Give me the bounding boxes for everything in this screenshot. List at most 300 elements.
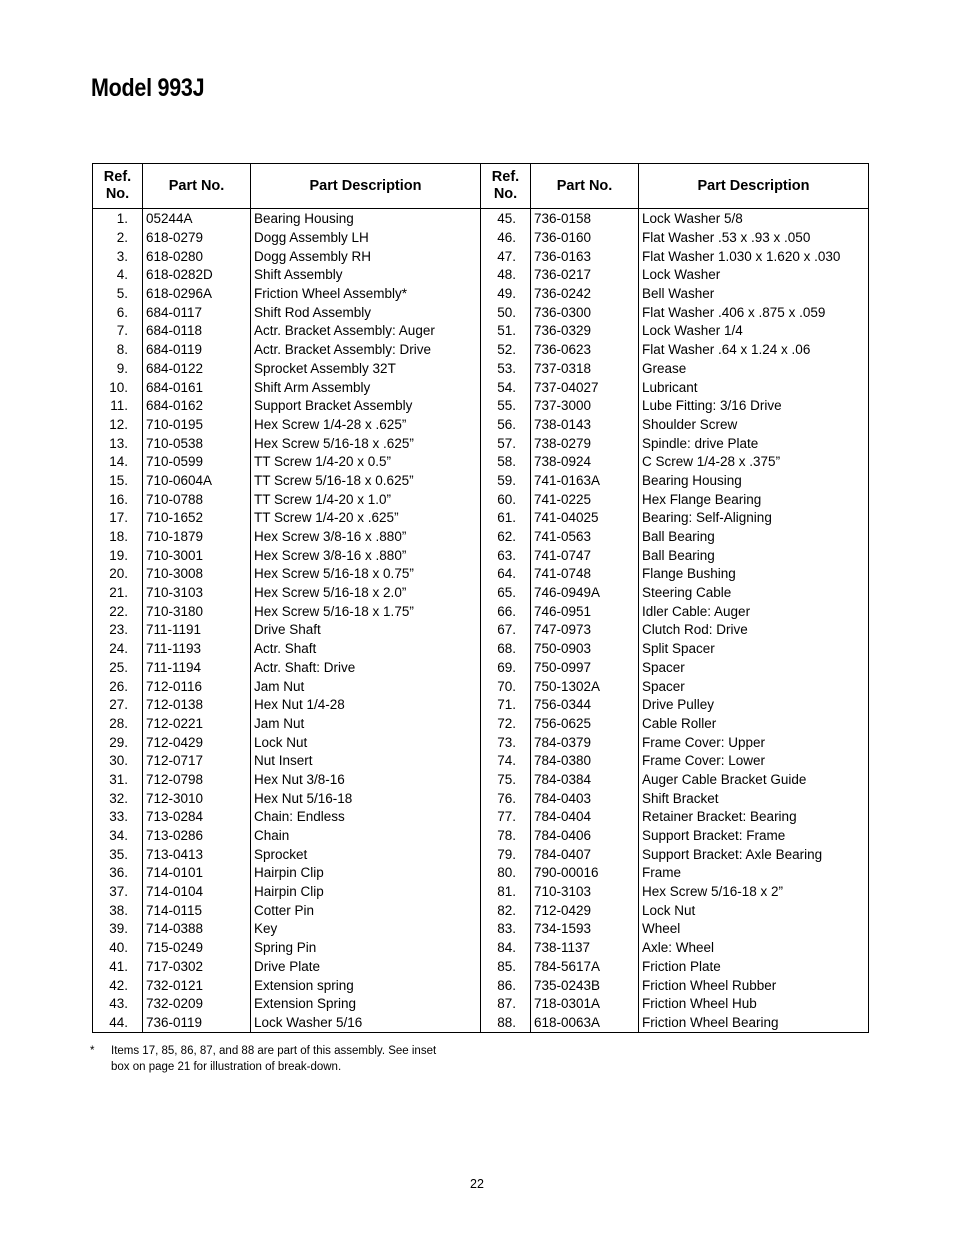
table-row (93, 621, 481, 640)
part-description-cell: Jam Nut (251, 677, 481, 696)
header-part-description: Part Description (639, 164, 869, 209)
part-no-cell: 738-0143 (531, 416, 639, 435)
part-no-cell: 736-0163 (531, 247, 639, 266)
table-row (481, 995, 869, 1014)
ref-no-cell: 10. (93, 378, 143, 397)
part-description-cell: Cable Roller (639, 715, 869, 734)
part-description-cell: TT Screw 1/4-20 x 0.5” (251, 453, 481, 472)
part-description-cell: Jam Nut (251, 715, 481, 734)
part-description-cell: TT Screw 5/16-18 x 0.625” (251, 472, 481, 491)
ref-no-cell: 86. (481, 976, 531, 995)
part-no-cell: 736-0158 (531, 209, 639, 229)
part-description-cell: Drive Pulley (639, 696, 869, 715)
ref-no-cell: 25. (93, 659, 143, 678)
part-no-cell: 741-04025 (531, 509, 639, 528)
part-no-cell: 713-0286 (143, 827, 251, 846)
table-row (481, 696, 869, 715)
table-row (481, 341, 869, 360)
part-no-cell: 712-0221 (143, 715, 251, 734)
table-row (481, 397, 869, 416)
part-no-cell: 714-0388 (143, 920, 251, 939)
table-row (93, 602, 481, 621)
table-row (93, 509, 481, 528)
part-description-cell: Cotter Pin (251, 901, 481, 920)
part-no-cell: 741-0225 (531, 490, 639, 509)
ref-no-cell: 9. (93, 360, 143, 379)
part-description-cell: Clutch Rod: Drive (639, 621, 869, 640)
part-no-cell: 712-0717 (143, 752, 251, 771)
table-row (93, 958, 481, 977)
ref-no-cell: 24. (93, 640, 143, 659)
part-no-cell: 746-0949A (531, 584, 639, 603)
part-description-cell: Flat Washer .406 x .875 x .059 (639, 303, 869, 322)
part-description-cell: Shift Rod Assembly (251, 303, 481, 322)
table-row (93, 303, 481, 322)
table-row (93, 565, 481, 584)
part-description-cell: Split Spacer (639, 640, 869, 659)
part-description-cell: Bearing Housing (639, 472, 869, 491)
part-no-cell: 684-0118 (143, 322, 251, 341)
table-row (93, 490, 481, 509)
part-description-cell: Chain (251, 827, 481, 846)
ref-no-cell: 73. (481, 733, 531, 752)
ref-no-cell: 56. (481, 416, 531, 435)
part-no-cell: 711-1191 (143, 621, 251, 640)
table-row (481, 453, 869, 472)
table-row (481, 266, 869, 285)
ref-no-cell: 75. (481, 771, 531, 790)
ref-no-cell: 41. (93, 958, 143, 977)
part-no-cell: 710-1652 (143, 509, 251, 528)
ref-no-cell: 17. (93, 509, 143, 528)
ref-no-cell: 54. (481, 378, 531, 397)
part-no-cell: 784-0380 (531, 752, 639, 771)
table-row (93, 845, 481, 864)
table-row (481, 360, 869, 379)
table-row (481, 472, 869, 491)
part-no-cell: 684-0122 (143, 360, 251, 379)
ref-no-cell: 70. (481, 677, 531, 696)
table-row (93, 715, 481, 734)
ref-no-cell: 18. (93, 528, 143, 547)
table-row (481, 565, 869, 584)
part-no-cell: 784-0407 (531, 845, 639, 864)
ref-no-cell: 6. (93, 303, 143, 322)
table-row (93, 341, 481, 360)
ref-no-cell: 60. (481, 490, 531, 509)
table-row (93, 939, 481, 958)
part-no-cell: 738-0924 (531, 453, 639, 472)
table-row (93, 453, 481, 472)
part-no-cell: 710-0599 (143, 453, 251, 472)
part-description-cell: Extension spring (251, 976, 481, 995)
ref-no-cell: 27. (93, 696, 143, 715)
part-description-cell: Extension Spring (251, 995, 481, 1014)
part-no-cell: 712-0116 (143, 677, 251, 696)
part-description-cell: Actr. Shaft (251, 640, 481, 659)
ref-no-cell: 76. (481, 789, 531, 808)
part-description-cell: Chain: Endless (251, 808, 481, 827)
part-description-cell: Lock Washer 1/4 (639, 322, 869, 341)
table-row (481, 901, 869, 920)
part-description-cell: Friction Wheel Rubber (639, 976, 869, 995)
table-row (481, 229, 869, 248)
ref-no-cell: 84. (481, 939, 531, 958)
table-row (481, 845, 869, 864)
table-row (93, 397, 481, 416)
ref-no-cell: 15. (93, 472, 143, 491)
part-description-cell: Flat Washer .53 x .93 x .050 (639, 229, 869, 248)
part-no-cell: 741-0563 (531, 528, 639, 547)
part-no-cell: 618-0280 (143, 247, 251, 266)
part-description-cell: Auger Cable Bracket Guide (639, 771, 869, 790)
table-row (481, 490, 869, 509)
ref-no-cell: 51. (481, 322, 531, 341)
part-description-cell: Spacer (639, 677, 869, 696)
part-description-cell: Idler Cable: Auger (639, 602, 869, 621)
part-no-cell: 712-3010 (143, 789, 251, 808)
table-row (93, 920, 481, 939)
part-no-cell: 736-0623 (531, 341, 639, 360)
ref-no-cell: 83. (481, 920, 531, 939)
part-description-cell: Hex Screw 5/16-18 x 0.75” (251, 565, 481, 584)
part-description-cell: Frame Cover: Upper (639, 733, 869, 752)
part-description-cell: Drive Plate (251, 958, 481, 977)
part-description-cell: Hex Screw 5/16-18 x 1.75” (251, 602, 481, 621)
ref-no-cell: 62. (481, 528, 531, 547)
part-no-cell: 710-0195 (143, 416, 251, 435)
part-no-cell: 710-0788 (143, 490, 251, 509)
header-ref-no: Ref. No. (93, 164, 143, 209)
ref-no-cell: 59. (481, 472, 531, 491)
part-no-cell: 710-3103 (531, 883, 639, 902)
part-no-cell: 684-0119 (143, 341, 251, 360)
ref-no-cell: 44. (93, 1014, 143, 1033)
part-description-cell: Hairpin Clip (251, 864, 481, 883)
ref-no-cell: 34. (93, 827, 143, 846)
ref-no-cell: 23. (93, 621, 143, 640)
part-description-cell: Lube Fitting: 3/16 Drive (639, 397, 869, 416)
header-ref-no: Ref. No. (481, 164, 531, 209)
table-row (481, 883, 869, 902)
part-no-cell: 736-0119 (143, 1014, 251, 1033)
part-no-cell: 756-0625 (531, 715, 639, 734)
table-row (93, 677, 481, 696)
part-description-cell: Actr. Shaft: Drive (251, 659, 481, 678)
part-description-cell: Shift Assembly (251, 266, 481, 285)
part-description-cell: Actr. Bracket Assembly: Auger (251, 322, 481, 341)
part-description-cell: Frame Cover: Lower (639, 752, 869, 771)
table-row (93, 209, 481, 229)
part-no-cell: 710-3103 (143, 584, 251, 603)
ref-no-cell: 67. (481, 621, 531, 640)
part-no-cell: 737-0318 (531, 360, 639, 379)
part-description-cell: Friction Wheel Assembly* (251, 285, 481, 304)
part-no-cell: 618-0282D (143, 266, 251, 285)
ref-no-cell: 64. (481, 565, 531, 584)
part-description-cell: Retainer Bracket: Bearing (639, 808, 869, 827)
ref-no-cell: 2. (93, 229, 143, 248)
part-description-cell: Dogg Assembly LH (251, 229, 481, 248)
ref-no-cell: 29. (93, 733, 143, 752)
parts-table-right (480, 163, 869, 1033)
part-no-cell: 746-0951 (531, 602, 639, 621)
part-description-cell: Ball Bearing (639, 546, 869, 565)
part-no-cell: 710-1879 (143, 528, 251, 547)
table-row (93, 995, 481, 1014)
ref-no-cell: 57. (481, 434, 531, 453)
part-description-cell: Flat Washer 1.030 x 1.620 x .030 (639, 247, 869, 266)
part-description-cell: C Screw 1/4-28 x .375” (639, 453, 869, 472)
part-description-cell: TT Screw 1/4-20 x 1.0” (251, 490, 481, 509)
part-no-cell: 741-0747 (531, 546, 639, 565)
table-row (481, 209, 869, 229)
ref-no-cell: 87. (481, 995, 531, 1014)
part-no-cell: 750-0903 (531, 640, 639, 659)
part-no-cell: 734-1593 (531, 920, 639, 939)
ref-no-cell: 5. (93, 285, 143, 304)
part-no-cell: 732-0121 (143, 976, 251, 995)
part-no-cell: 741-0163A (531, 472, 639, 491)
part-no-cell: 790-00016 (531, 864, 639, 883)
page-number: 22 (470, 1177, 484, 1191)
table-row (481, 416, 869, 435)
table-row (481, 378, 869, 397)
part-description-cell: Hex Flange Bearing (639, 490, 869, 509)
table-row (93, 808, 481, 827)
ref-no-cell: 72. (481, 715, 531, 734)
ref-no-cell: 39. (93, 920, 143, 939)
table-row (93, 528, 481, 547)
part-description-cell: Hex Nut 3/8-16 (251, 771, 481, 790)
page-title: Model 993J (91, 74, 205, 102)
table-row (481, 528, 869, 547)
ref-no-cell: 79. (481, 845, 531, 864)
part-description-cell: Friction Wheel Bearing (639, 1014, 869, 1033)
part-description-cell: Shoulder Screw (639, 416, 869, 435)
ref-no-cell: 65. (481, 584, 531, 603)
part-description-cell: Hairpin Clip (251, 883, 481, 902)
table-row (93, 378, 481, 397)
part-no-cell: 750-1302A (531, 677, 639, 696)
ref-no-cell: 11. (93, 397, 143, 416)
part-description-cell: Hex Nut 1/4-28 (251, 696, 481, 715)
ref-no-cell: 48. (481, 266, 531, 285)
table-row (481, 621, 869, 640)
part-no-cell: 738-1137 (531, 939, 639, 958)
parts-table-left-body (93, 209, 481, 1033)
table-row (93, 360, 481, 379)
part-description-cell: Hex Screw 5/16-18 x 2” (639, 883, 869, 902)
ref-no-cell: 26. (93, 677, 143, 696)
part-description-cell: Sprocket Assembly 32T (251, 360, 481, 379)
part-description-cell: Support Bracket Assembly (251, 397, 481, 416)
ref-no-cell: 43. (93, 995, 143, 1014)
header-part-no: Part No. (531, 164, 639, 209)
table-row (481, 958, 869, 977)
ref-no-cell: 37. (93, 883, 143, 902)
table-row (481, 640, 869, 659)
table-row (481, 752, 869, 771)
table-row (93, 434, 481, 453)
part-no-cell: 715-0249 (143, 939, 251, 958)
table-row (481, 920, 869, 939)
part-no-cell: 735-0243B (531, 976, 639, 995)
table-row (93, 266, 481, 285)
table-row (93, 472, 481, 491)
ref-no-cell: 28. (93, 715, 143, 734)
part-no-cell: 750-0997 (531, 659, 639, 678)
ref-no-cell: 42. (93, 976, 143, 995)
ref-no-cell: 4. (93, 266, 143, 285)
ref-no-cell: 1. (93, 209, 143, 229)
table-row (93, 322, 481, 341)
ref-no-cell: 52. (481, 341, 531, 360)
table-header-row (481, 164, 869, 209)
part-description-cell: Frame (639, 864, 869, 883)
parts-table-left (92, 163, 481, 1033)
table-row (93, 285, 481, 304)
part-no-cell: 713-0284 (143, 808, 251, 827)
part-description-cell: Hex Nut 5/16-18 (251, 789, 481, 808)
ref-no-cell: 12. (93, 416, 143, 435)
part-description-cell: Nut Insert (251, 752, 481, 771)
table-row (481, 434, 869, 453)
table-row (481, 285, 869, 304)
part-no-cell: 05244A (143, 209, 251, 229)
part-no-cell: 713-0413 (143, 845, 251, 864)
ref-no-cell: 71. (481, 696, 531, 715)
part-description-cell: Drive Shaft (251, 621, 481, 640)
part-no-cell: 712-0138 (143, 696, 251, 715)
table-row (93, 659, 481, 678)
ref-no-cell: 38. (93, 901, 143, 920)
ref-no-cell: 81. (481, 883, 531, 902)
part-description-cell: Key (251, 920, 481, 939)
part-no-cell: 756-0344 (531, 696, 639, 715)
table-header-row (93, 164, 481, 209)
table-row (481, 509, 869, 528)
part-description-cell: Bearing Housing (251, 209, 481, 229)
part-no-cell: 711-1194 (143, 659, 251, 678)
part-no-cell: 784-0384 (531, 771, 639, 790)
ref-no-cell: 8. (93, 341, 143, 360)
ref-no-cell: 19. (93, 546, 143, 565)
part-description-cell: Lock Washer 5/8 (639, 209, 869, 229)
part-no-cell: 714-0104 (143, 883, 251, 902)
ref-no-cell: 82. (481, 901, 531, 920)
part-description-cell: Shift Arm Assembly (251, 378, 481, 397)
part-no-cell: 717-0302 (143, 958, 251, 977)
ref-no-cell: 22. (93, 602, 143, 621)
ref-no-cell: 33. (93, 808, 143, 827)
part-description-cell: Bell Washer (639, 285, 869, 304)
part-no-cell: 736-0242 (531, 285, 639, 304)
part-description-cell: Axle: Wheel (639, 939, 869, 958)
table-row (481, 247, 869, 266)
part-no-cell: 710-0538 (143, 434, 251, 453)
table-row (93, 752, 481, 771)
part-description-cell: Shift Bracket (639, 789, 869, 808)
part-description-cell: Wheel (639, 920, 869, 939)
table-row (481, 771, 869, 790)
part-no-cell: 684-0117 (143, 303, 251, 322)
part-description-cell: Lubricant (639, 378, 869, 397)
table-row (93, 696, 481, 715)
table-row (93, 789, 481, 808)
part-no-cell: 710-3001 (143, 546, 251, 565)
table-row (481, 303, 869, 322)
ref-no-cell: 53. (481, 360, 531, 379)
ref-no-cell: 20. (93, 565, 143, 584)
table-row (481, 584, 869, 603)
ref-no-cell: 3. (93, 247, 143, 266)
table-row (481, 939, 869, 958)
part-no-cell: 784-0403 (531, 789, 639, 808)
ref-no-cell: 50. (481, 303, 531, 322)
ref-no-cell: 49. (481, 285, 531, 304)
table-row (93, 976, 481, 995)
table-row (93, 546, 481, 565)
ref-no-cell: 21. (93, 584, 143, 603)
part-no-cell: 784-5617A (531, 958, 639, 977)
table-row (93, 827, 481, 846)
parts-table-right-body (481, 209, 869, 1033)
part-no-cell: 784-0379 (531, 733, 639, 752)
part-description-cell: TT Screw 1/4-20 x .625” (251, 509, 481, 528)
part-no-cell: 736-0300 (531, 303, 639, 322)
ref-no-cell: 46. (481, 229, 531, 248)
table-row (481, 808, 869, 827)
part-no-cell: 741-0748 (531, 565, 639, 584)
table-row (481, 864, 869, 883)
table-row (481, 827, 869, 846)
ref-no-cell: 40. (93, 939, 143, 958)
table-row (93, 416, 481, 435)
table-row (481, 659, 869, 678)
footnote-mark: * (90, 1045, 95, 1057)
table-row (93, 864, 481, 883)
part-no-cell: 618-0063A (531, 1014, 639, 1033)
part-no-cell: 736-0160 (531, 229, 639, 248)
part-no-cell: 737-04027 (531, 378, 639, 397)
part-no-cell: 736-0329 (531, 322, 639, 341)
part-description-cell: Hex Screw 1/4-28 x .625” (251, 416, 481, 435)
table-row (481, 715, 869, 734)
ref-no-cell: 63. (481, 546, 531, 565)
part-description-cell: Hex Screw 5/16-18 x .625” (251, 434, 481, 453)
part-no-cell: 732-0209 (143, 995, 251, 1014)
part-no-cell: 718-0301A (531, 995, 639, 1014)
part-no-cell: 736-0217 (531, 266, 639, 285)
table-row (481, 546, 869, 565)
table-row (93, 247, 481, 266)
ref-no-cell: 88. (481, 1014, 531, 1033)
part-no-cell: 710-0604A (143, 472, 251, 491)
table-row (481, 733, 869, 752)
table-row (93, 901, 481, 920)
part-description-cell: Flat Washer .64 x 1.24 x .06 (639, 341, 869, 360)
part-description-cell: Hex Screw 3/8-16 x .880” (251, 546, 481, 565)
part-description-cell: Grease (639, 360, 869, 379)
ref-no-cell: 61. (481, 509, 531, 528)
part-no-cell: 712-0429 (143, 733, 251, 752)
part-no-cell: 684-0161 (143, 378, 251, 397)
part-no-cell: 712-0798 (143, 771, 251, 790)
ref-no-cell: 80. (481, 864, 531, 883)
part-description-cell: Lock Nut (639, 901, 869, 920)
part-description-cell: Flange Bushing (639, 565, 869, 584)
